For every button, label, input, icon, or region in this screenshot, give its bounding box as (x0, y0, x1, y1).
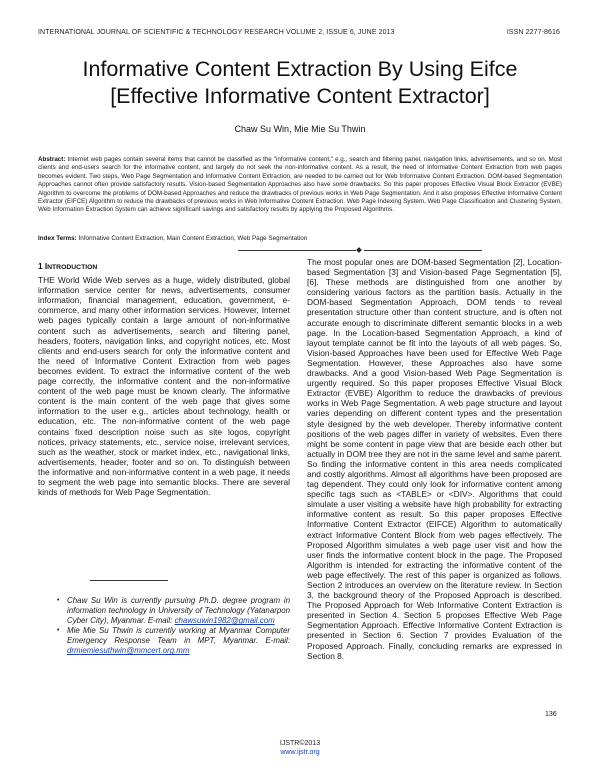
footnote-author-1 (58, 596, 290, 626)
title-line-2: [Effective Informative Content Extractor] (110, 84, 490, 108)
intro-paragraph-left: THE World Wide Web serves as a huge, widely distributed, global information service center for news, advertisements, consumer information, financial management, education, government, e-commerce, and many other information services. However, Internet web pages typically contain a large amount of non-informative content such as advertisements, search and filtering panel, headers, footers, navigation links, and copyright notices, etc. Most clients and end-users search for only the informative content and the need of Informative Content Extraction from web pages becomes evident. To extract the informative content of the web page correctly, the informative content and the non-informative content of the web page must be known clearly. The informative content is the main content of the web page that gives some information to the user e.g., articles about technology, health or education, etc. The non-informative content of the web page contains fixed description noise such as site logos, copyright notices, privacy statements, etc., service noise, irrelevant services, such as the weather, stock or market index, etc., navigational links, advertisements, header, footer and so on. To distinguish between the informative and non-informative content in a web page, it needs to segment the web page into semantic blocks. There are several kinds of methods for Web Page Segmentation. (38, 275, 290, 498)
paper-title (30, 56, 570, 110)
index-terms-label: Index Terms: (38, 235, 77, 242)
divider-line-right (364, 250, 482, 251)
abstract-text: Internet web pages contain several items that cannot be classified as the "informative content," e.g., search and filtering panel, navigation links, advertisements, and so on. Most clients and end-users search for the informative content, and largely do not seek the non-informative content. As a result, the need of Informative Content Extraction from web pages becomes evident. Two steps, Web Page Segmentation and Informative Content Extraction, are needed to be carried out for Web Informative Content Extraction. DOM-based Segmentation Approaches cannot often provide satisfactory results. Vision-based Segmentation Approaches also have some drawbacks. So this paper proposes Effective Visual Block Extractor (EVBE) Algorithm to overcome the problems of DOM-based Approaches and reduce the drawbacks of previous works in Web Page Segmentation. And it also proposes Effective Informative Content Extractor (EIFCE) Algorithm to reduce the drawbacks of previous works in Web Informative Content Extraction. Web Page Indexing System, Web Page Classification and Clustering System, Web Information Extraction System can achieve significant savings and satisfactory results by applying the Proposed Algorithms. (38, 156, 562, 214)
journal-header: INTERNATIONAL JOURNAL OF SCIENTIFIC & TECHNOLOGY RESEARCH VOLUME 2, ISSUE 6, JUNE 2013 (38, 29, 395, 36)
bullet-icon: • (57, 627, 60, 635)
footnote-text: Mie Mie Su Thwin is currently working at Myanmar Computer Emergency Response Team in MPT, Myanmar. (67, 626, 290, 646)
email-link[interactable]: chawsuwin1982@gmail.com (174, 616, 275, 626)
section-divider (38, 246, 562, 254)
page-number: 136 (545, 711, 557, 718)
author-list: Chaw Su Win, Mie Mie Su Thwin (234, 124, 366, 134)
footer-url-link[interactable]: www.ijstr.org (280, 749, 320, 756)
section-heading-rest: NTRODUCTION (47, 264, 98, 271)
issn-label: ISSN 2277-8616 (506, 29, 560, 36)
divider-line-left (238, 250, 356, 251)
section-number: 1 I (38, 262, 48, 271)
left-column (38, 262, 290, 497)
footnote-author-2 (58, 626, 290, 656)
title-line-1: Informative Content Extraction By Using Eifce (82, 57, 518, 81)
footnote-text: Chaw Su Win is currently pursuing Ph.D. degree program in information technology in University of Technology (Yatanarpon Cyber City), Myanmar. (67, 596, 290, 626)
right-column (307, 257, 562, 661)
diamond-icon (356, 247, 362, 253)
index-terms-text: Informative Content Extraction, Main Content Extraction, Web Page Segmentation (78, 235, 308, 242)
section-heading (38, 262, 290, 273)
abstract (38, 156, 562, 215)
intro-paragraph-right: The most popular ones are DOM-based Segmentation [2], Location-based Segmentation [3] and Vision-based Page Segmentation [5], [6]. These methods are distinguished from one another by considering various factors as the partition basis. Actually in the DOM-based Segmentation Approach, DOM tends to reveal presentation structure other than content structure, and is often not accurate enough to discriminate different semantic blocks in a web page. In the Location-based Segmentation Approach, a kind of layout template cannot be fit into the layouts of all web pages. So, Vision-based Approaches have been used for Effective Web Page Segmentation. However, these Approaches also have some drawbacks. And a good Vision-based Web Page Segmentation is urgently required. So this paper proposes Effective Visual Block Extractor (EVBE) Algorithm to reduce the drawbacks of previous works in Web Page Segmentation. A web page structure and layout varies depending on different content types and the presentation style designed by the web developer. Thereby informative content positions of the web pages differ in variety of websites. Even there might be some content in page view that are beside each other but actually in DOM tree they are not in the same level and same parent. So finding the informative content in this area needs complicated and costly algorithms. Almost all algorithms have been proposed are tag dependent. They could only look for informative content among specific tags such as <TABLE> or <DIV>. Algorithms that could simulate a user visiting a website have high probability for extracting informative content as result. So this paper proposes Effective Informative Content Extractor (EIFCE) Algorithm to automatically extract Informative Content Block from web pages effectively. The Proposed Algorithm simulates a web page user visit and how the user finds the informative content block in the page. The Proposed Algorithm is intended for extracting the informative content of the web page effectively. The rest of this paper is organized as follows. Section 2 introduces an overview on the literature review. In Section 3, the background theory of the Proposed Approach is described. The Proposed Approach for Web Informative Content Extraction is presented in Section 4. Section 5 proposes Effective Web Page Segmentation Approach. Effective Informative Content Extraction is presented in Section 6. Section 7 provides Evaluation of the Proposed Approach. Finally, concluding remarks are expressed in Section 8. (307, 257, 562, 661)
email-label: E-mail: (265, 636, 290, 646)
email-label: E-mail: (147, 616, 173, 626)
footer-copyright: IJSTR©2013 (279, 740, 321, 747)
email-link[interactable]: drmiemiesuthwin@mmcert.org.mm (67, 646, 190, 656)
abstract-label: Abstract: (38, 156, 66, 163)
index-terms (38, 235, 562, 242)
footnotes (58, 596, 290, 657)
footnote-rule (90, 580, 168, 581)
bullet-icon: • (57, 597, 60, 604)
